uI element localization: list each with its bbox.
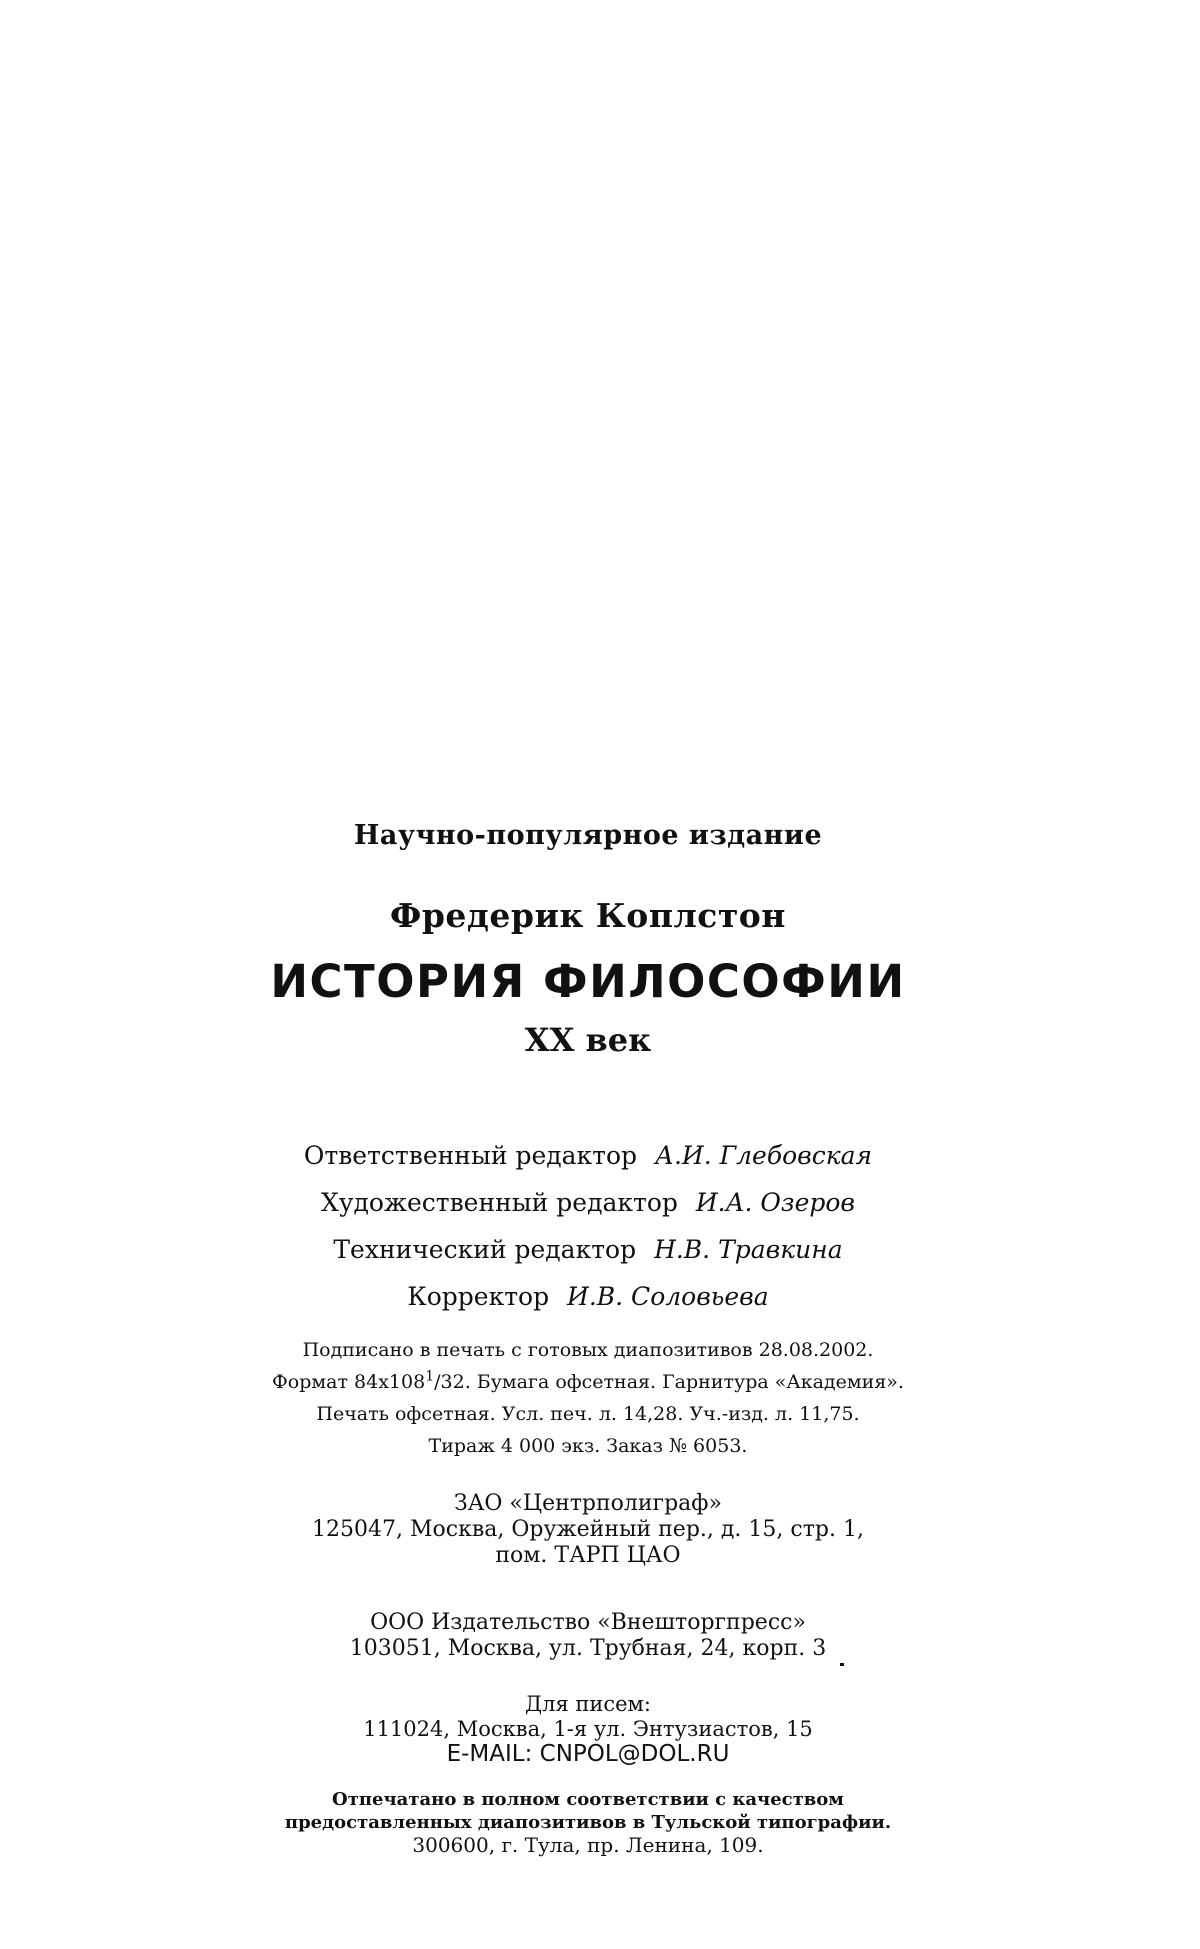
editor-name: А.И. Глебовская	[655, 1141, 873, 1170]
editors-list	[0, 1132, 1176, 1320]
editor-line	[0, 1179, 1176, 1226]
stray-mark	[840, 1663, 844, 1666]
letters-address: 111024, Москва, 1-я ул. Энтузиастов, 15	[363, 1717, 813, 1741]
editor-role: Корректор	[407, 1282, 550, 1311]
editor-role: Ответственный редактор	[303, 1141, 638, 1170]
editor-name: И.А. Озеров	[695, 1188, 855, 1217]
book-title: ИСТОРИЯ ФИЛОСОФИИ	[270, 955, 906, 1008]
print-line: Печать офсетная. Усл. печ. л. 14,28. Уч.-изд. л. 11,75.	[316, 1403, 860, 1425]
publisher-address: 125047, Москва, Оружейный пер., д. 15, стр. 1,	[312, 1517, 864, 1542]
format-rest: /32. Бумага офсетная. Гарнитура «Академия».	[434, 1371, 904, 1393]
publisher-name: ООО Издательство «Внешторгпресс»	[370, 1610, 806, 1635]
print-info	[0, 1334, 1176, 1462]
letters-label: Для писем:	[525, 1692, 651, 1716]
editor-line	[0, 1132, 1176, 1179]
editor-line	[0, 1273, 1176, 1320]
printed-line-1: Отпечатано в полном соответствии с качеством	[332, 1789, 844, 1810]
publisher-block	[0, 1491, 1176, 1569]
publisher-address: 103051, Москва, ул. Трубная, 24, корп. 3	[349, 1636, 827, 1661]
editor-line	[0, 1226, 1176, 1273]
editor-name: Н.В. Травкина	[654, 1235, 843, 1264]
email-address: E-MAIL: CNPOL@DOL.RU	[446, 1741, 730, 1767]
printed-line-2: предоставленных диапозитивов в Тульской типографии.	[284, 1812, 892, 1833]
format-superscript: 1	[425, 1368, 435, 1385]
signed-line: Подписано в печать с готовых диапозитивов 28.08.2002.	[302, 1339, 874, 1361]
printing-house-address: 300600, г. Тула, пр. Ленина, 109.	[412, 1833, 764, 1857]
publisher-room: пом. ТАРП ЦАО	[495, 1543, 681, 1568]
author-name: Фредерик Коплстон	[390, 896, 786, 935]
letters-block	[0, 1692, 1176, 1767]
publisher-name: ЗАО «Центрполиграф»	[454, 1491, 722, 1516]
publisher-block-2	[0, 1610, 1176, 1662]
editor-role: Технический редактор	[333, 1235, 637, 1264]
series-label: Научно-популярное издание	[353, 820, 823, 851]
book-subtitle: XX век	[524, 1021, 652, 1059]
printing-house-block	[0, 1788, 1176, 1857]
editor-name: И.В. Соловьева	[567, 1282, 769, 1311]
format-line	[0, 1366, 1176, 1398]
format-text: Формат 84х108	[272, 1371, 426, 1393]
run-line: Тираж 4 000 экз. Заказ № 6053.	[428, 1435, 748, 1457]
editor-role: Художественный редактор	[321, 1188, 678, 1217]
